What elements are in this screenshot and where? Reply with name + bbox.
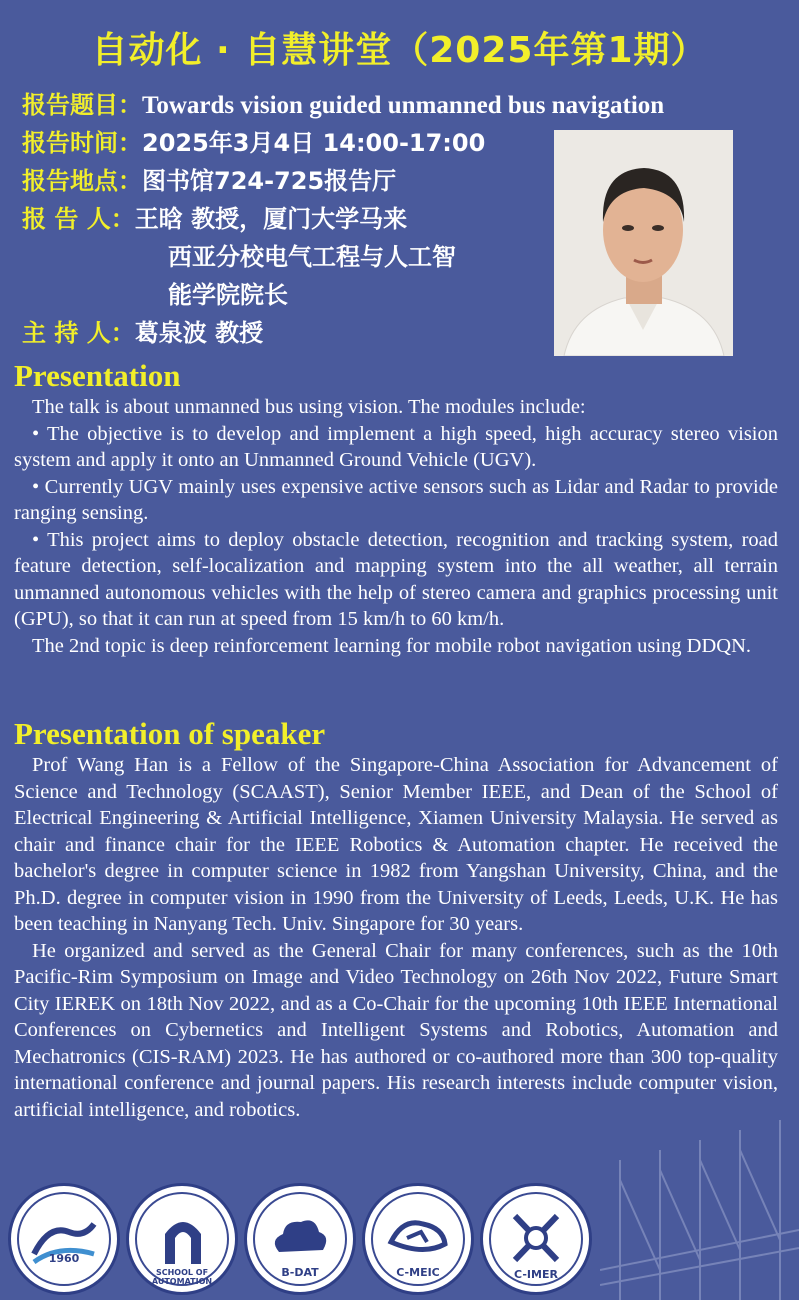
speaker-value-line2: 西亚分校电气工程与人工智 <box>168 243 456 271</box>
speaker-row <box>22 200 407 238</box>
place-row <box>22 162 396 200</box>
topic-value: Towards vision guided unmanned bus navigation <box>142 92 665 119</box>
presentation-paragraph: • The objective is to develop and implement a high speed, high accuracy stereo vision system and apply it onto an Unmanned Ground Vehicle (UGV). <box>14 422 778 471</box>
presentation-body <box>14 394 778 659</box>
logo-cimer-text: C-IMER <box>514 1268 558 1281</box>
presentation-paragraph: The 2nd topic is deep reinforcement learning for mobile robot navigation using DDQN. <box>32 634 752 657</box>
time-value: 2025年3月4日 14:00-17:00 <box>142 129 486 157</box>
host-row <box>22 314 263 352</box>
speaker-bio-body <box>14 752 778 1123</box>
presentation-paragraph: • Currently UGV mainly uses expensive active sensors such as Lidar and Radar to provide ranging sensing. <box>14 475 778 524</box>
bdat-logo <box>244 1183 356 1295</box>
speaker-value-line1: 王晗 教授，厦门大学马来 <box>134 205 408 233</box>
presentation-paragraph: The talk is about unmanned bus using vision. The modules include: <box>32 396 586 418</box>
place-label: 报告地点： <box>22 167 142 195</box>
host-label: 主 持 人： <box>22 319 135 347</box>
place-value: 图书馆724-725报告厅 <box>142 167 397 195</box>
time-row <box>22 124 485 162</box>
speaker-bio-paragraph: Prof Wang Han is a Fellow of the Singapore-China Association for Advancement of Science and Technology (SCAAST), Senior Member IEEE, and Dean of the School of Electrical Engineering & Artificial Intelligence, Xiamen University Malaysia. He served as chair and finance chair for the IEEE Robotics & Automation chapter. He received the bachelor's degree in computer science in 1982 from Yangshan University, China, and the Ph.D. degree in computer vision in 1990 from the University of Leeds, Leeds, U.K. He has been teaching in Nanyang Tech. Univ. Singapore for 30 years. <box>14 754 778 935</box>
host-value: 葛泉波 教授 <box>134 319 264 347</box>
presentation-heading: Presentation <box>14 358 181 393</box>
bridge-illustration <box>600 1120 799 1300</box>
presentation-paragraph: • This project aims to deploy obstacle detection, recognition and tracking system, road feature detection, self-localization and mapping system into the all weather, all terrain unmanned autonomous vehicles with the help of stereo camera and graphics processing unit (GPU), so that it can run at speed from 15 km/h to 60 km/h. <box>14 528 778 630</box>
logo-year: 1960 <box>48 1252 80 1265</box>
school-of-automation-logo <box>126 1183 238 1295</box>
speaker-label: 报 告 人： <box>22 205 135 233</box>
topic-row <box>22 86 664 125</box>
speaker-bio-heading: Presentation of speaker <box>14 716 326 751</box>
time-label: 报告时间： <box>22 129 142 157</box>
cimer-logo <box>480 1183 592 1295</box>
university-logo <box>8 1183 120 1295</box>
cmeic-logo <box>362 1183 474 1295</box>
logo-cmeic-text: C-MEIC <box>396 1266 440 1279</box>
speaker-photo <box>554 130 733 356</box>
speaker-bio-paragraph: He organized and served as the General Chair for many conferences, such as the 10th Pacific-Rim Symposium on Image and Video Technology on 26th Nov 2022, Future Smart City IEREK on 18th Nov 2022, and as a Co-Chair for the upcoming 10th IEEE International Conferences on Cybernetics and Intelligent Systems and Robotics, Automation and Mechatronics (CIS-RAM) 2023. He has authored or co-authored more than 300 top-quality international conference and journal papers. His research interests include computer vision, artificial intelligence, and robotics. <box>14 939 778 1121</box>
logo-school-text: SCHOOL OF AUTOMATION <box>151 1268 213 1286</box>
topic-label: 报告题目： <box>22 91 142 119</box>
speaker-value-line3: 能学院院长 <box>168 281 288 309</box>
page-title: 自动化 · 自慧讲堂（2025年第1期） <box>91 30 708 71</box>
logo-bdat-text: B-DAT <box>281 1266 319 1279</box>
